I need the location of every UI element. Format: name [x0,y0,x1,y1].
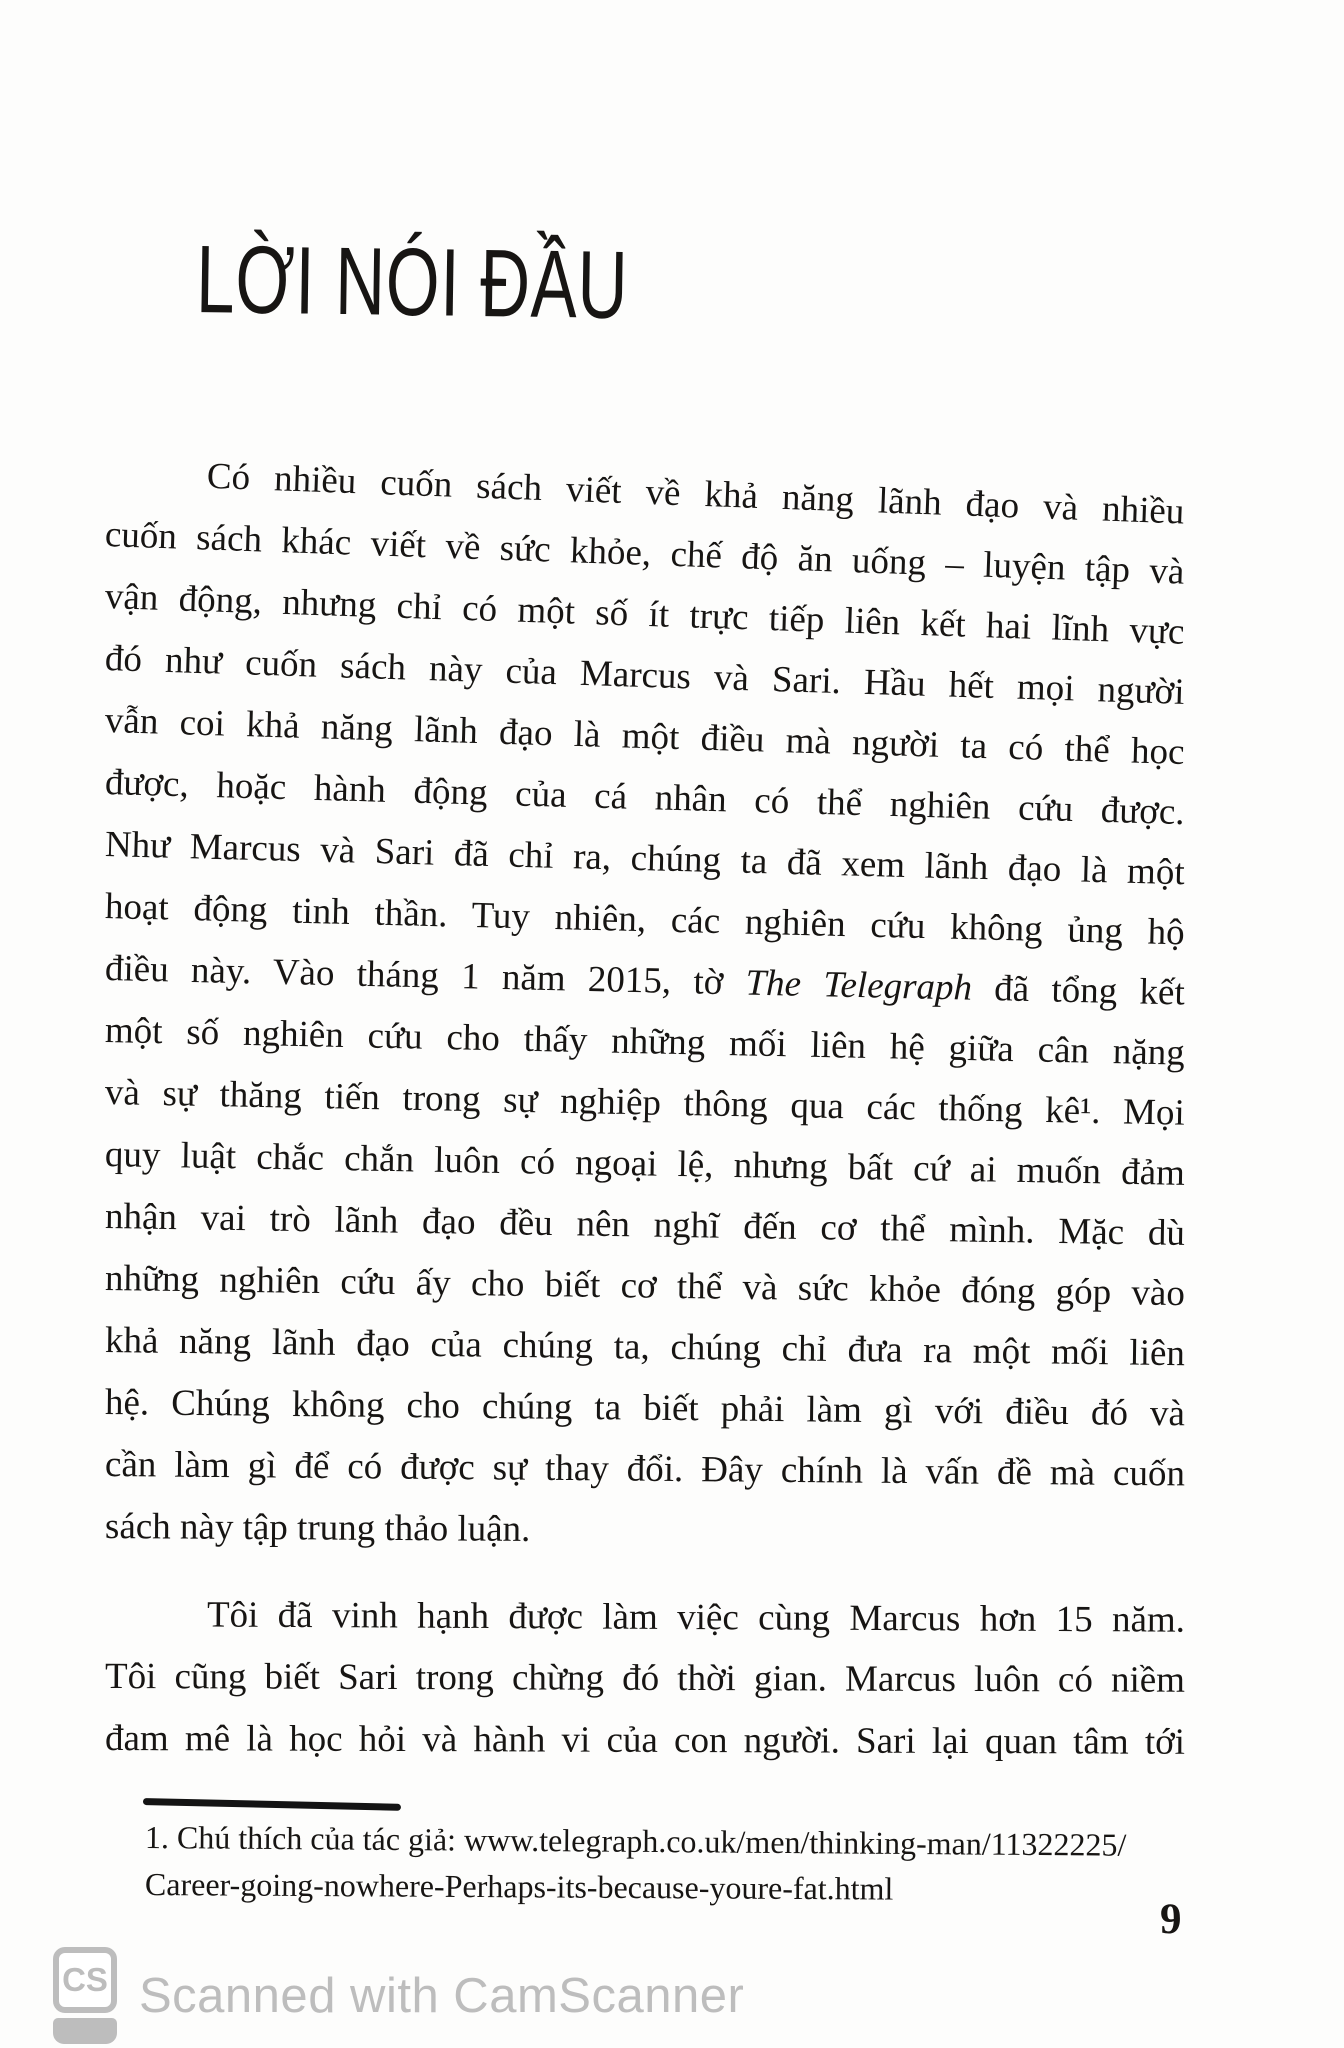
text-segment: Tôi cũng biết Sari trong chừng đó thời gian. Marcus luôn có niềm [104,1656,1186,1701]
watermark-text: Scanned with CamScanner [139,1969,745,2023]
footnote-line: 1. Chú thích của tác giả: www.telegraph.co.uk/men/thinking-man/11322225/ [144,1819,1127,1863]
text-segment: điều này. Vào tháng 1 năm 2015, tờ [104,948,747,1004]
page-title: LỜI NÓI ĐẦU [195,226,630,340]
page-number: 9 [1160,1896,1182,1943]
text-line [105,1372,1186,1445]
text-segment: một số nghiên cứu cho thấy những mối liên hệ giữa cân nặng [104,1010,1186,1074]
text-segment: đó như cuốn sách này của Marcus và Sari. Hầu hết mọi người [104,638,1186,713]
text-segment: Tôi đã vinh hạnh được làm việc cùng Marcus hơn 15 năm. [206,1594,1186,1641]
camscanner-icon [53,1947,117,2045]
text-segment: vận động, nhưng chỉ có một số ít trực tiếp liên kết hai lĩnh vực [104,576,1186,653]
text-segment: cần làm gì để có được sự thay đổi. Đây chính là vấn đề mà cuốn [104,1444,1186,1495]
body-text [105,442,1185,1770]
text-segment: đã tổng kết [971,967,1186,1014]
text-segment: hoạt động tinh thần. Tuy nhiên, các nghiên cứu không ủng hộ [104,886,1186,954]
footnote-line: Career-going-nowhere-Perhaps-its-because-youre-fat.html [144,1866,894,1907]
text-segment: quy luật chắc chắn luôn có ngoại lệ, nhưng bất cứ ai muốn đảm [104,1134,1186,1194]
camscanner-watermark [53,1946,744,2046]
italic-text: The Telegraph [745,962,973,1009]
text-segment: sách này tập trung thảo luận. [104,1506,531,1550]
camscanner-icon-tab [53,2018,117,2044]
text-line [105,1434,1185,1505]
text-segment: Như Marcus và Sari đã chỉ ra, chúng ta đã xem lãnh đạo là một [104,824,1186,894]
text-segment: cuốn sách khác viết về sức khỏe, chế độ ăn uống – luyện tập và [104,514,1186,593]
text-segment: Có nhiều cuốn sách viết về khả năng lãnh đạo và nhiều [206,455,1186,533]
text-segment: nhận vai trò lãnh đạo đều nên nghĩ đến cơ thể mình. Mặc dù [104,1196,1186,1254]
footnote-rule [143,1798,401,1811]
paragraph [105,1584,1185,1770]
paragraph [105,442,1185,1558]
camscanner-icon-cs-label: CS [53,1947,117,2013]
text-segment: những nghiên cứu ấy cho biết cơ thể và sức khỏe đóng góp vào [104,1258,1186,1315]
text-segment: vẫn coi khả năng lãnh đạo là một điều mà người ta có thể học [104,700,1186,774]
text-line [105,1584,1185,1652]
text-line [105,1646,1185,1712]
text-segment: hệ. Chúng không cho chúng ta biết phải làm gì với điều đó và [104,1382,1186,1435]
text-segment: và sự thăng tiến trong sự nghiệp thông qua các thống kê¹. Mọi [104,1072,1186,1134]
text-segment: được, hoặc hành động của cá nhân có thể nghiên cứu được. [104,762,1186,834]
text-line [105,1496,1185,1566]
text-segment: khả năng lãnh đạo của chúng ta, chúng chỉ đưa ra một mối liên [104,1320,1186,1375]
footnote [145,1814,1205,1908]
text-segment: đam mê là học hỏi và hành vi của con người. Sari lại quan tâm tới [104,1718,1186,1763]
text-line [105,1708,1185,1774]
